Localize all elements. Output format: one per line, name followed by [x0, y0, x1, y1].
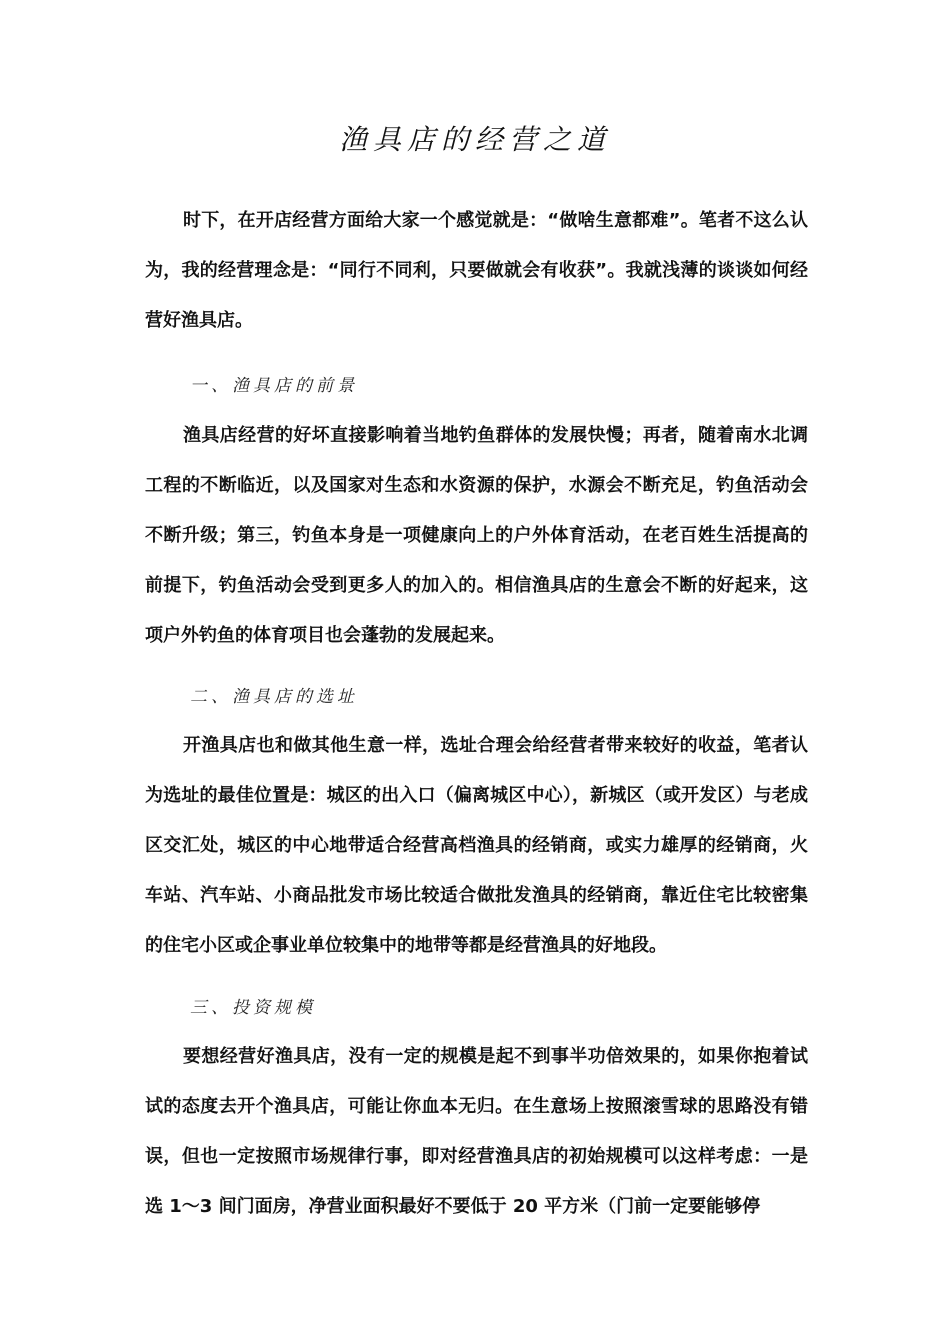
section-heading-investment: 三、投资规模 [190, 998, 316, 1018]
section-body-prospects: 渔具店经营的好坏直接影响着当地钓鱼群体的发展快慢；再者，随着南水北调工程的不断临近，以及国家对生态和水资源的保护，水源会不断充足，钓鱼活动会不断升级；第三，钓鱼本身是一项健康向上的户外体育活动，在老百姓生活提高的前提下，钓鱼活动会受到更多人的加入的。相信渔具店的生意会不断的好起来，这项户外钓鱼的体育项目也会蓬勃的发展起来。 [145, 425, 808, 646]
document-title: 渔具店的经营之道 [338, 123, 611, 156]
section-heading-location: 二、渔具店的选址 [190, 687, 358, 707]
section-body-investment: 要想经营好渔具店，没有一定的规模是起不到事半功倍效果的，如果你抱着试试的态度去开个渔具店，可能让你血本无归。在生意场上按照滚雪球的思路没有错误，但也一定按照市场规律行事，即对经营渔具店的初始规模可以这样考虑：一是选 1～3 间门面房，净营业面积最好不要低于 20 平方米（门前一定要能够停 [145, 1046, 808, 1217]
section-heading-prospects: 一、渔具店的前景 [190, 376, 358, 396]
section-body-location: 开渔具店也和做其他生意一样，选址合理会给经营者带来较好的收益，笔者认为选址的最佳位置是：城区的出入口（偏离城区中心），新城区（或开发区）与老成区交汇处，城区的中心地带适合经营高档渔具的经销商，或实力雄厚的经销商，火车站、汽车站、小商品批发市场比较适合做批发渔具的经销商，靠近住宅比较密集的住宅小区或企事业单位较集中的地带等都是经营渔具的好地段。 [145, 735, 808, 956]
intro-paragraph: 时下，在开店经营方面给大家一个感觉就是：“做啥生意都难”。笔者不这么认为，我的经营理念是：“同行不同利，只要做就会有收获”。我就浅薄的谈谈如何经营好渔具店。 [145, 210, 808, 331]
